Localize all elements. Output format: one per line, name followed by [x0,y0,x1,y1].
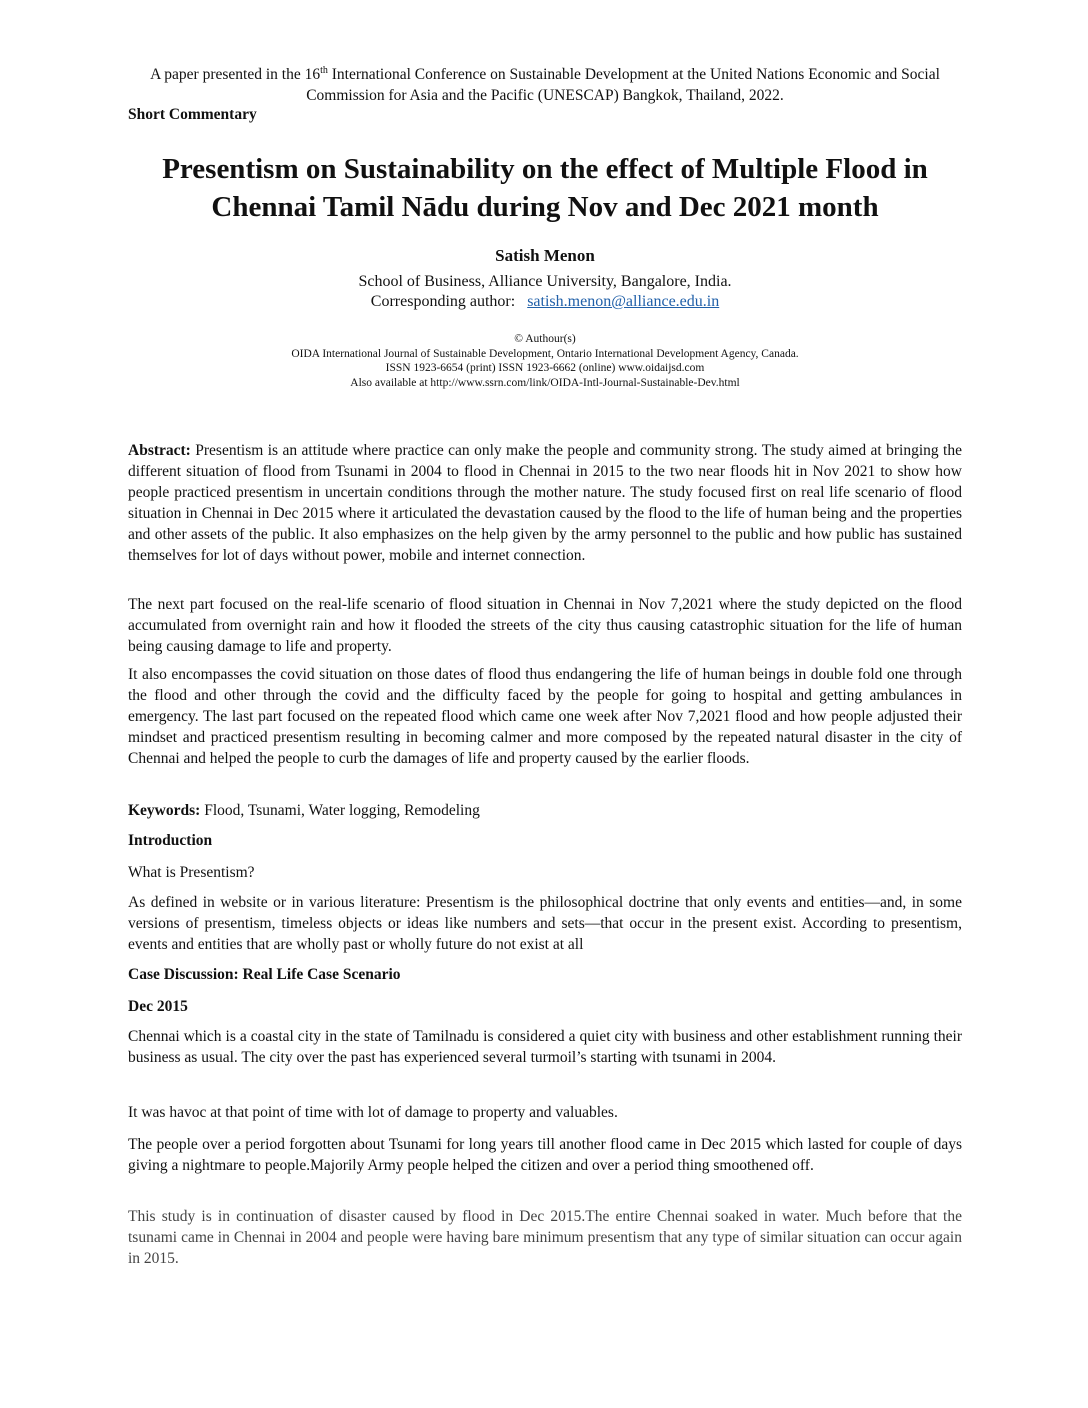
abstract-text-1: Presentism is an attitude where practice can only make the people and community strong. The study aimed at bringing the different situation of flood from Tsunami in 2004 to flood in Chennai in 2015 to the two near floods hit in Nov 2021 to show how people practiced presentism in uncertain conditions through the mother nature. The study focused first on real life scenario of flood situation in Chennai in Dec 2015 where it articulated the devastation caused by the flood to the life of human being and the properties and other assets of the public. It also emphasizes on the help given by the army personnel to the public and how public has sustained themselves for lot of days without power, mobile and internet connection. [128,442,962,564]
ssrn-line: Also available at http://www.ssrn.com/link/OIDA-Intl-Journal-Sustainable-Dev.html [350,376,740,389]
conference-note [128,64,962,106]
copyright-block [128,332,962,390]
case-paragraph-4: This study is in continuation of disaster caused by flood in Dec 2015.The entire Chennai soaked in water. Much before that the tsunami came in Chennai in 2004 and people were having bare minimum presentism that any type of similar situation can occur again in 2015. [128,1208,962,1267]
author-affiliation-block [128,272,962,312]
conference-note-sup: th [320,64,328,76]
introduction-paragraph: As defined in website or in various literature: Presentism is the philosophical doctrine that only events and entities—and, in some versions of presentism, timeless objects or ideas like numbers and sets—that occur in the present exist. According to presentism, events and entities that are wholly past or wholly future do not exist at all [128,894,962,953]
keywords-line [128,800,962,821]
issn-line: ISSN 1923-6654 (print) ISSN 1923-6662 (online) www.oidaijsd.com [385,362,705,374]
abstract-paragraph-2: The next part focused on the real-life scenario of flood situation in Chennai in Nov 7,2021 where the study depicted on the flood accumulated from overnight rain and how it flooded the streets of the city thus causing catastrophic situation for the life of human being causing damage to life and property. [128,596,962,655]
introduction-heading: Introduction [128,832,213,849]
abstract-paragraph-3: It also encompasses the covid situation on those dates of flood thus endangering the life of human beings in double fold one through the flood and other through the covid and the difficulty faced by the people for going to hospital and getting ambulances in emergency. The last part focused on the repeated flood which came one week after Nov 7,2021 flood and how people adjusted their mindset and practiced presentism resulting in becoming calmer and more composed by the repeated natural disaster in the city of Chennai and helped the people to curb the damages of life and property caused by the earlier floods. [128,666,962,767]
case-paragraph-2: It was havoc at that point of time with lot of damage to property and valuables. [128,1104,618,1121]
journal-line: OIDA International Journal of Sustainable Development, Ontario International Development Agency, Canada. [291,347,799,360]
corresponding-author [128,292,962,312]
article-type: Short Commentary [128,106,257,123]
case-subheading: Dec 2015 [128,998,188,1015]
introduction-question: What is Presentism? [128,864,255,881]
case-heading: Case Discussion: Real Life Case Scenario [128,966,401,983]
copyright-line: © Authour(s) [514,333,576,345]
author-affiliation: School of Business, Alliance University, Bangalore, India. [358,273,732,290]
keywords-label: Keywords: [128,802,201,819]
abstract-label: Abstract: [128,442,191,459]
abstract-paragraph-1 [128,440,962,566]
conference-note-pre: A paper presented in the 16 [150,66,321,83]
keywords-text: Flood, Tsunami, Water logging, Remodeling [200,802,480,819]
author-email-link[interactable]: satish.menon@alliance.edu.in [527,293,720,310]
paper-title: Presentism on Sustainability on the effect of Multiple Flood in Chennai Tamil Nādu during Nov and Dec 2021 month [162,153,928,223]
case-paragraph-3: The people over a period forgotten about Tsunami for long years till another flood came in Dec 2015 which lasted for couple of days giving a nightmare to people.Majorily Army people helped the citizen and over a period thing smoothened off. [128,1136,962,1174]
corresponding-label: Corresponding author: [370,293,516,310]
case-paragraph-1: Chennai which is a coastal city in the state of Tamilnadu is considered a quiet city with business and other establishment running their business as usual. The city over the past has experienced several turmoil’s starting with tsunami in 2004. [128,1028,962,1066]
conference-note-post: International Conference on Sustainable Development at the United Nations Economic and Social Commission for Asia and the Pacific (UNESCAP) Bangkok, Thailand, 2022. [306,66,940,104]
author-name: Satish Menon [495,246,595,265]
